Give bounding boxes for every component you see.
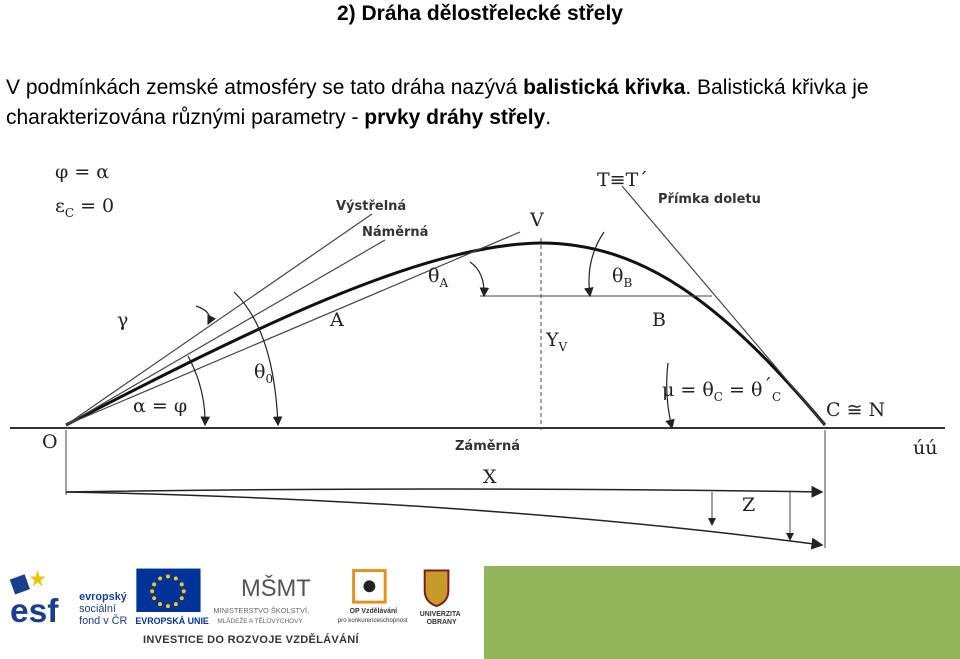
op-logo bbox=[338, 571, 408, 624]
msmt-logo bbox=[213, 574, 310, 625]
svg-text:esf: esf bbox=[9, 592, 59, 630]
point-b-label: B bbox=[652, 309, 666, 331]
point-a-label: A bbox=[330, 309, 344, 331]
para-bold-2: prvky dráhy střely bbox=[364, 106, 546, 129]
uu-label: úú bbox=[913, 437, 938, 459]
vystrelna-line bbox=[66, 214, 372, 425]
svg-text:sociální: sociální bbox=[79, 603, 116, 616]
svg-text:OBRANY: OBRANY bbox=[426, 618, 457, 626]
intro-paragraph bbox=[6, 73, 956, 133]
para-text-3: . bbox=[545, 106, 552, 129]
eu-flag-logo bbox=[135, 569, 209, 626]
z-label: Z bbox=[742, 494, 756, 516]
university-logo bbox=[420, 571, 461, 626]
x-range-curve bbox=[66, 489, 822, 492]
investice-label: INVESTICE DO ROZVOJE VZDĚLÁVÁNÍ bbox=[143, 634, 359, 646]
theta-b-label: $\theta_B$ bbox=[612, 265, 633, 290]
alpha-phi-label: α = φ bbox=[133, 395, 188, 417]
para-bold-1: balistická křivka bbox=[523, 76, 686, 99]
t-label: T≡T´ bbox=[597, 169, 648, 191]
yv-label: $Y_V$ bbox=[546, 329, 568, 354]
vystrelna-label: Výstřelná bbox=[336, 199, 407, 214]
green-footer-panel bbox=[484, 566, 960, 659]
svg-text:EVROPSKÁ UNIE: EVROPSKÁ UNIE bbox=[135, 615, 209, 626]
svg-text:OP Vzdělávání: OP Vzdělávání bbox=[349, 607, 398, 615]
theta-a-label: $\theta_A$ bbox=[428, 265, 449, 290]
svg-text:MINISTERSTVO ŠKOLSTVÍ,: MINISTERSTVO ŠKOLSTVÍ, bbox=[213, 605, 310, 615]
namerna-line bbox=[66, 240, 385, 425]
zamerna-label: Záměrná bbox=[455, 439, 520, 454]
origin-label: O bbox=[42, 431, 58, 453]
theta0-arc bbox=[234, 292, 278, 425]
primka-label: Přímka doletu bbox=[658, 192, 761, 207]
gamma-label: γ bbox=[117, 309, 129, 331]
phi-alpha-label: φ = α bbox=[55, 161, 110, 183]
theta0-label: $\theta_0$ bbox=[254, 361, 274, 386]
para-text-2: . Balistická křivka je charakterizována různými parametry - bbox=[6, 76, 869, 129]
x-label: X bbox=[483, 466, 497, 488]
vertex-label: V bbox=[530, 209, 544, 231]
svg-text:evropský: evropský bbox=[79, 591, 127, 604]
namerna-label: Náměrná bbox=[362, 225, 429, 240]
eps-label: $\varepsilon_C = 0$ bbox=[55, 195, 115, 220]
trajectory-diagram bbox=[0, 150, 960, 560]
esf-logo bbox=[10, 571, 128, 630]
theta-b-arc bbox=[589, 232, 604, 296]
svg-text:MŠMT: MŠMT bbox=[241, 576, 311, 603]
slide-title: 2) Dráha dělostřelecké střely bbox=[337, 2, 623, 25]
mu-label: $\mu = \theta_C$ = $\theta´_C$ bbox=[662, 375, 782, 404]
drift-curve bbox=[66, 492, 822, 545]
svg-text:UNIVERZITA: UNIVERZITA bbox=[419, 610, 461, 618]
svg-text:pro konkurenceschopnost: pro konkurenceschopnost bbox=[337, 616, 408, 624]
gamma-arc bbox=[196, 306, 210, 324]
theta-a-arc bbox=[470, 262, 484, 296]
svg-text:MLÁDEŽE A TĚLOVÝCHOVY: MLÁDEŽE A TĚLOVÝCHOVY bbox=[217, 617, 303, 625]
c-eq-n-label: C ≅ N bbox=[826, 399, 886, 421]
svg-text:fond v ČR: fond v ČR bbox=[79, 614, 128, 627]
para-text-1: V podmínkách zemské atmosféry se tato dráha nazývá bbox=[6, 76, 524, 99]
footer-logos bbox=[0, 566, 960, 659]
